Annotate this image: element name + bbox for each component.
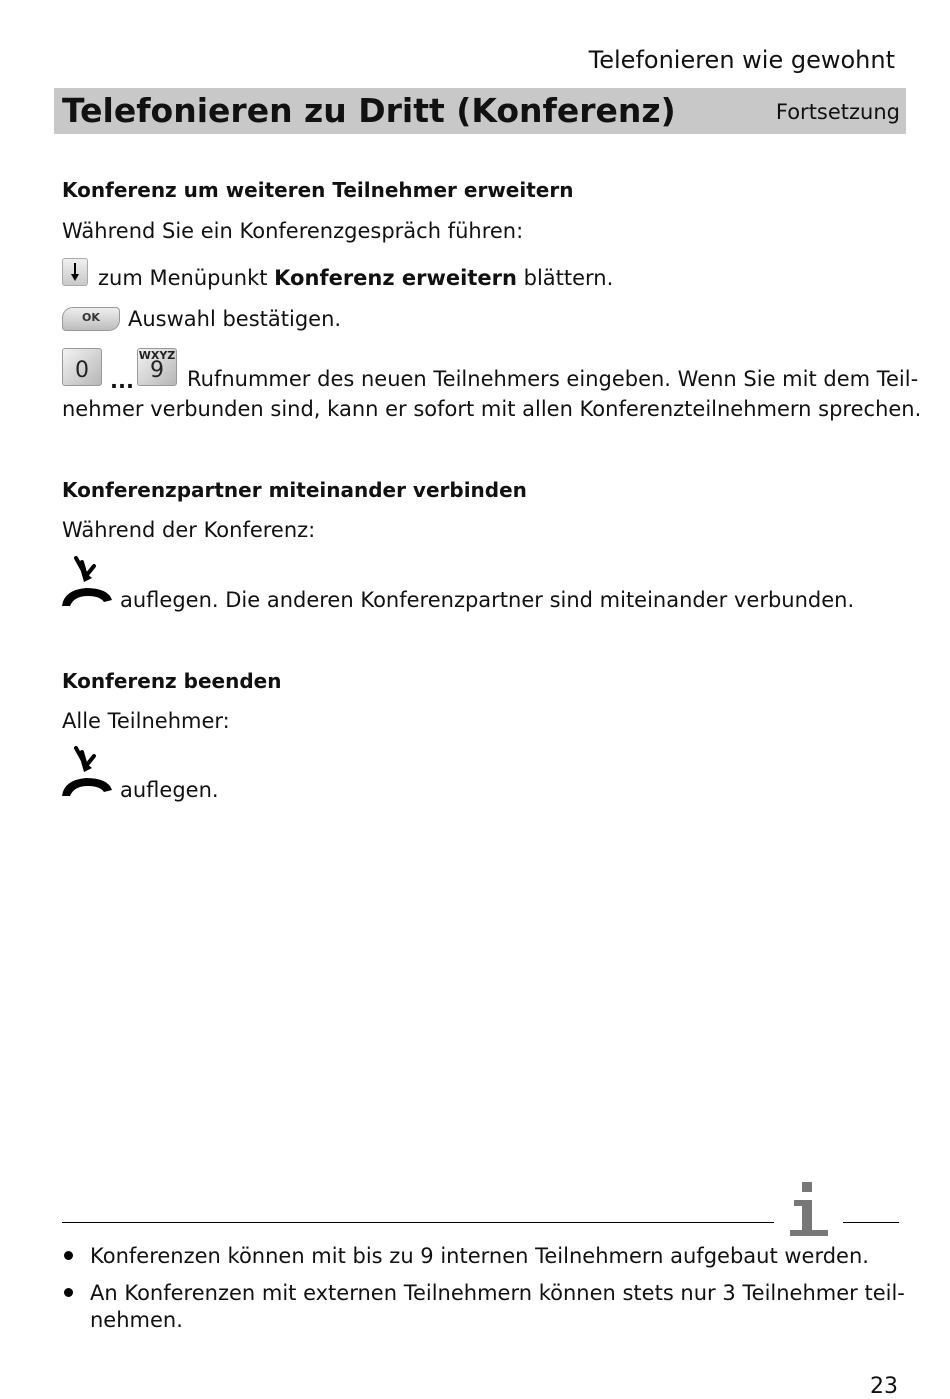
digit-key-0-icon — [62, 348, 102, 386]
step-ok-text: Auswahl bestätigen. — [128, 307, 342, 331]
section-heading-end: Konferenz beenden — [62, 669, 282, 693]
hang-up-icon — [60, 746, 114, 806]
hang-up-icon — [60, 556, 114, 616]
section-heading-add: Konferenz um weiteren Teilnehmer erweitern — [62, 178, 574, 202]
page-title: Telefonieren zu Dritt (Konferenz) — [62, 91, 676, 130]
digit-key-9-letters: WXYZ — [138, 349, 176, 362]
info-bullet-2-line2: nehmen. — [90, 1308, 183, 1332]
section-intro-end: Alle Teilnehmer: — [62, 709, 230, 733]
digit-key-0-label: 0 — [75, 358, 89, 383]
step-end-text: auflegen. — [120, 778, 219, 802]
running-header: Telefonieren wie gewohnt — [588, 46, 895, 74]
bullet-dot — [64, 1288, 73, 1297]
ok-key-label: OK — [82, 311, 100, 324]
info-icon — [786, 1180, 832, 1244]
info-bullet-1: Konferenzen können mit bis zu 9 internen Teilnehmern aufgebaut werden. — [90, 1244, 869, 1268]
ok-key-icon — [62, 307, 120, 331]
section-intro-connect: Während der Konferenz: — [62, 518, 316, 542]
digit-key-9-label: 9 — [150, 358, 164, 383]
menu-item-name: Konferenz erweitern — [274, 266, 517, 290]
title-bar — [54, 88, 906, 134]
scroll-down-key-icon — [62, 258, 88, 286]
step-scroll-text — [98, 263, 613, 293]
step-scroll-post: blättern. — [516, 266, 614, 290]
page-number: 23 — [870, 1374, 898, 1399]
section-heading-connect: Konferenzpartner miteinander verbinden — [62, 478, 527, 502]
step-digits-line2: nehmer verbunden sind, kann er sofort mit allen Konferenzteilnehmern sprechen. — [62, 397, 922, 421]
step-digits-line1: Rufnummer des neuen Teilnehmers eingeben. Wenn Sie mit dem Teil- — [187, 367, 919, 391]
info-bullet-2-line1: An Konferenzen mit externen Teilnehmern können stets nur 3 Teilnehmer teil- — [90, 1281, 905, 1305]
digit-key-9-icon — [137, 348, 177, 386]
title-continued-label: Fortsetzung — [775, 100, 900, 124]
digit-range-ellipsis: ... — [110, 369, 134, 393]
bullet-dot — [64, 1251, 73, 1260]
step-connect-text: auflegen. Die anderen Konferenzpartner sind miteinander verbunden. — [120, 588, 855, 612]
info-divider-right — [843, 1222, 899, 1223]
step-scroll-pre: zum Menüpunkt — [98, 266, 275, 290]
section-intro-add: Während Sie ein Konferenzgespräch führen: — [62, 219, 524, 243]
info-divider-left — [62, 1222, 774, 1223]
